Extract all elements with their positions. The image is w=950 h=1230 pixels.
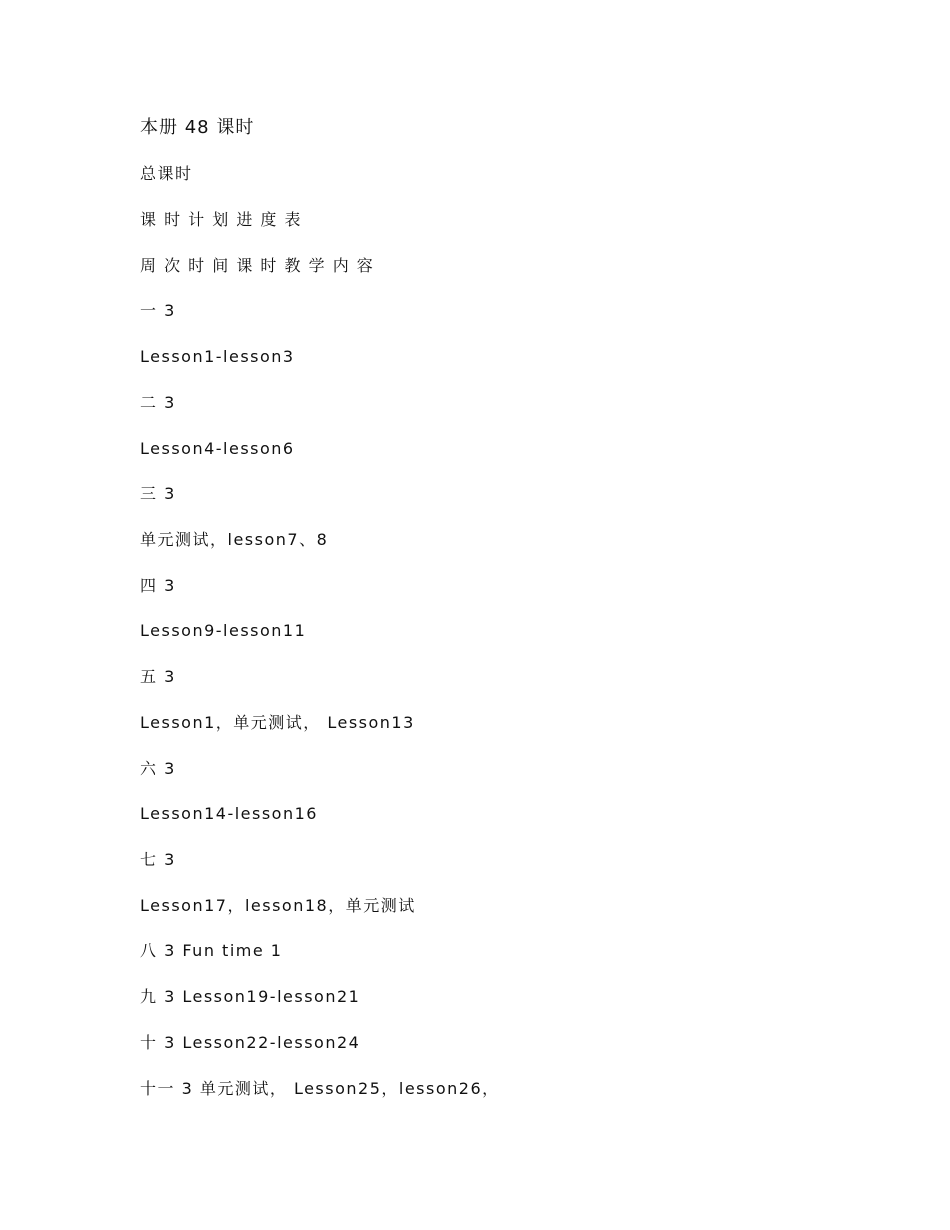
week-row: 九 3 Lesson19-lesson21 — [140, 987, 361, 1006]
week-row: 一 3 — [140, 301, 176, 320]
table-header: 周 次 时 间 课 时 教 学 内 容 — [140, 256, 375, 275]
lesson-content: Lesson1，单元测试， Lesson13 — [140, 713, 415, 732]
week-row: 六 3 — [140, 759, 176, 778]
week-row: 五 3 — [140, 667, 176, 686]
week-row: 三 3 — [140, 484, 176, 503]
total-hours-heading: 本册 48 课时 — [140, 117, 255, 138]
week-row: 十 3 Lesson22-lesson24 — [140, 1033, 361, 1052]
week-row: 八 3 Fun time 1 — [140, 941, 283, 960]
lesson-content: 单元测试，lesson7、8 — [140, 530, 329, 549]
schedule-title: 课 时 计 划 进 度 表 — [140, 210, 303, 229]
lesson-content: Lesson4-lesson6 — [140, 439, 295, 458]
week-row: 四 3 — [140, 576, 176, 595]
lesson-content: Lesson14-lesson16 — [140, 804, 318, 823]
lesson-content: Lesson9-lesson11 — [140, 621, 307, 640]
total-hours-label: 总课时 — [140, 164, 193, 183]
lesson-content: Lesson1-lesson3 — [140, 347, 295, 366]
week-row: 七 3 — [140, 850, 176, 869]
week-row: 二 3 — [140, 393, 176, 412]
lesson-content: Lesson17，lesson18，单元测试 — [140, 896, 416, 915]
week-row: 十一 3 单元测试， Lesson25，lesson26， — [140, 1079, 500, 1098]
